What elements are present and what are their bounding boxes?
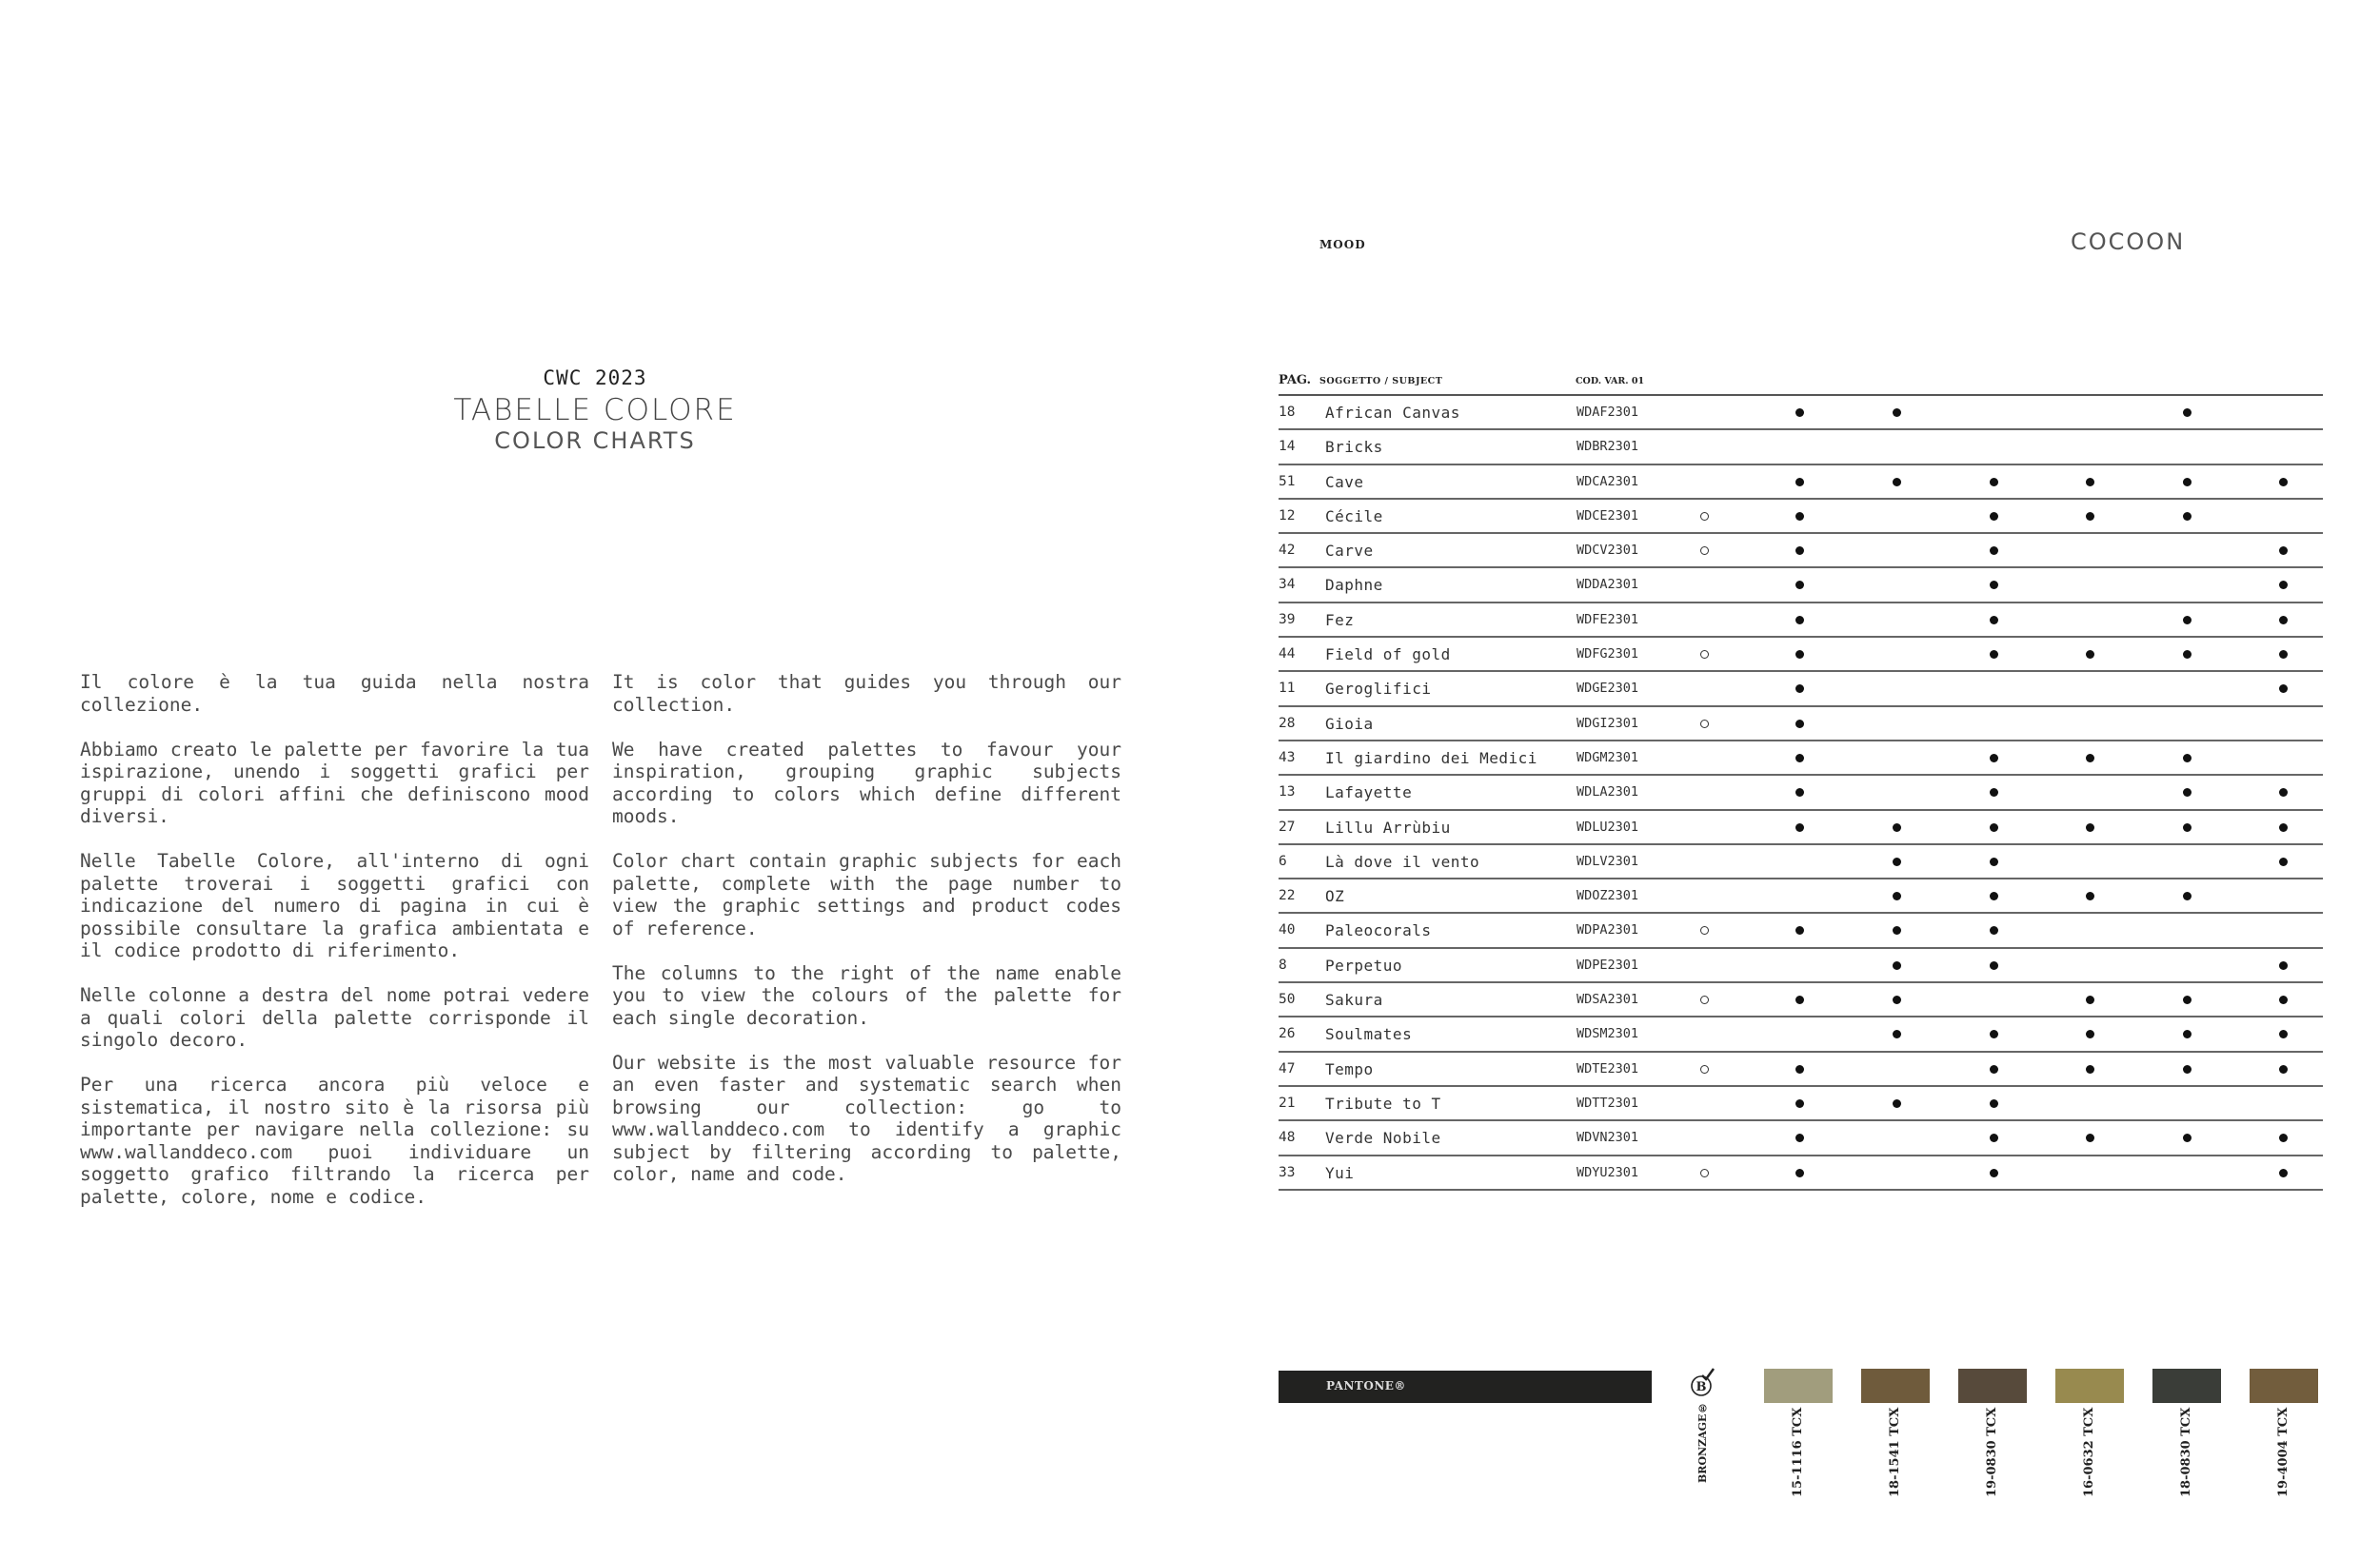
row-page: 26 [1279, 1026, 1296, 1042]
mood-label: MOOD [1319, 238, 1366, 251]
row-page: 44 [1279, 646, 1296, 662]
swatch-code-label: 15-1116 TCX [1791, 1407, 1805, 1497]
color-mark [1893, 961, 1901, 970]
header-cod: COD. VAR. 01 [1576, 376, 1645, 386]
color-mark [2279, 1169, 2288, 1177]
row-page: 27 [1279, 819, 1296, 835]
color-mark [2183, 616, 2192, 624]
color-mark [1990, 754, 1998, 762]
english-paragraph: Color chart contain graphic subjects for each palette, complete with the page number to view the graphic settings and product codes of reference. [612, 850, 1121, 939]
row-page: 11 [1279, 681, 1296, 697]
table-row [1279, 707, 2323, 741]
row-code: WDGE2301 [1577, 681, 1639, 697]
row-subject: Tribute to T [1325, 1094, 1441, 1113]
table-row [1279, 672, 2323, 706]
color-mark [1893, 996, 1901, 1004]
italian-paragraph: Nelle Tabelle Colore, all'interno di ogni palette troverai i soggetti grafici con indicazione del numero di pagina in cui è possibile consultare la grafica ambientata e il codice prodotto di riferimento. [80, 850, 589, 961]
row-subject: Geroglifici [1325, 680, 1432, 699]
color-mark [1795, 926, 1804, 935]
row-code: WDPE2301 [1577, 957, 1639, 973]
color-mark [1795, 1134, 1804, 1142]
english-paragraph: We have created palettes to favour your inspiration, grouping graphic subjects according to colors which define different moods. [612, 738, 1121, 827]
svg-text:B: B [1696, 1380, 1707, 1394]
color-mark [2086, 478, 2094, 486]
row-subject: Il giardino dei Medici [1325, 748, 1537, 767]
color-mark [2183, 996, 2192, 1004]
color-mark [2086, 1030, 2094, 1038]
bronzage-mark [1700, 1065, 1709, 1074]
row-code: WDBR2301 [1577, 439, 1639, 455]
color-mark [1795, 408, 1804, 417]
row-code: WDSA2301 [1577, 992, 1639, 1008]
row-page: 51 [1279, 473, 1296, 489]
color-mark [1795, 754, 1804, 762]
table-row [1279, 603, 2323, 638]
bronzage-mark [1700, 650, 1709, 659]
italian-paragraph: Abbiamo creato le palette per favorire la tua ispirazione, unendo i soggetti grafici per gruppi di colori affini che definiscono mood diversi. [80, 738, 589, 827]
row-page: 18 [1279, 405, 1296, 420]
swatch-code-label: 18-1541 TCX [1888, 1407, 1902, 1497]
bronzage-mark [1700, 1169, 1709, 1177]
table-row [1279, 396, 2323, 430]
title-year: CWC 2023 [543, 366, 647, 389]
row-code: WDOZ2301 [1577, 888, 1639, 904]
bronzage-icon [1691, 1368, 1716, 1398]
table-row [1279, 983, 2323, 1017]
color-mark [1990, 926, 1998, 935]
color-mark [1990, 823, 1998, 832]
row-subject: Perpetuo [1325, 956, 1403, 975]
row-code: WDCA2301 [1577, 473, 1639, 489]
color-mark [1795, 1169, 1804, 1177]
row-subject: Fez [1325, 610, 1355, 629]
bronzage-mark [1700, 546, 1709, 555]
row-page: 47 [1279, 1060, 1296, 1077]
mood-name: COCOON [2071, 228, 2186, 255]
color-mark [1795, 996, 1804, 1004]
row-code: WDGI2301 [1577, 715, 1639, 731]
swatch-code-label: 16-0632 TCX [2082, 1407, 2096, 1497]
table-row [1279, 776, 2323, 810]
row-subject: Field of gold [1325, 645, 1451, 664]
color-mark [2279, 684, 2288, 693]
row-subject: OZ [1325, 887, 1345, 906]
row-page: 21 [1279, 1095, 1296, 1111]
color-mark [2183, 788, 2192, 797]
color-mark [2183, 650, 2192, 659]
color-mark [1990, 858, 1998, 866]
row-subject: Lillu Arrùbiu [1325, 818, 1451, 837]
color-mark [1893, 1030, 1901, 1038]
color-swatch [2055, 1369, 2124, 1403]
color-mark [1795, 616, 1804, 624]
color-mark [2183, 1030, 2192, 1038]
color-mark [2086, 1134, 2094, 1142]
pantone-bar [1279, 1371, 1652, 1403]
row-code: WDLV2301 [1577, 853, 1639, 869]
bronzage-mark [1700, 512, 1709, 521]
row-code: WDSM2301 [1577, 1026, 1639, 1042]
row-page: 40 [1279, 922, 1296, 938]
color-mark [1893, 858, 1901, 866]
color-mark [1990, 788, 1998, 797]
color-swatch [2250, 1369, 2318, 1403]
color-mark [2183, 823, 2192, 832]
row-page: 33 [1279, 1164, 1296, 1180]
color-mark [2279, 616, 2288, 624]
table-row [1279, 1087, 2323, 1121]
row-code: WDTT2301 [1577, 1095, 1639, 1111]
color-mark [1990, 892, 1998, 900]
color-mark [1893, 926, 1901, 935]
row-subject: Daphne [1325, 576, 1383, 595]
color-mark [1990, 1065, 1998, 1074]
color-mark [2279, 478, 2288, 486]
row-code: WDLA2301 [1577, 784, 1639, 800]
row-subject: Gioia [1325, 714, 1374, 733]
row-subject: Bricks [1325, 438, 1383, 457]
color-mark [2183, 1065, 2192, 1074]
color-mark [1795, 581, 1804, 589]
color-swatch [1958, 1369, 2027, 1403]
row-subject: Paleocorals [1325, 921, 1432, 940]
color-mark [1990, 1169, 1998, 1177]
color-mark [1990, 512, 1998, 521]
color-mark [2086, 512, 2094, 521]
color-mark [2086, 892, 2094, 900]
table-row [1279, 1053, 2323, 1087]
color-mark [2183, 512, 2192, 521]
table-row [1279, 914, 2323, 948]
row-code: WDCV2301 [1577, 543, 1639, 559]
row-subject: Carve [1325, 542, 1374, 561]
row-code: WDGM2301 [1577, 749, 1639, 765]
english-paragraph: It is color that guides you through our collection. [612, 671, 1121, 716]
row-page: 48 [1279, 1130, 1296, 1146]
row-page: 8 [1279, 957, 1287, 973]
table-body [1279, 396, 2323, 1191]
color-swatch [2152, 1369, 2221, 1403]
color-mark [2086, 996, 2094, 1004]
color-mark [1795, 720, 1804, 728]
swatch-code-label: 19-4004 TCX [2276, 1407, 2291, 1497]
row-subject: Tempo [1325, 1059, 1374, 1078]
color-mark [2279, 1030, 2288, 1038]
color-mark [1795, 1065, 1804, 1074]
row-subject: Soulmates [1325, 1025, 1413, 1044]
table-row [1279, 638, 2323, 672]
row-page: 42 [1279, 543, 1296, 559]
table-row [1279, 500, 2323, 534]
table-row [1279, 1017, 2323, 1052]
table-row [1279, 879, 2323, 914]
table-row [1279, 534, 2323, 568]
table-row [1279, 845, 2323, 879]
color-mark [2086, 1065, 2094, 1074]
row-page: 50 [1279, 992, 1296, 1008]
row-code: WDFG2301 [1577, 646, 1639, 662]
color-mark [2279, 858, 2288, 866]
table-row [1279, 741, 2323, 776]
color-mark [1990, 1134, 1998, 1142]
pantone-label: PANTONE® [1326, 1379, 1406, 1393]
color-mark [1990, 1099, 1998, 1108]
color-mark [1990, 616, 1998, 624]
row-code: WDYU2301 [1577, 1164, 1639, 1180]
english-paragraph: The columns to the right of the name enable you to view the colours of the palette for each single decoration. [612, 961, 1121, 1029]
color-mark [2183, 408, 2192, 417]
color-mark [2279, 788, 2288, 797]
row-subject: Verde Nobile [1325, 1129, 1441, 1148]
swatch-code-label: 19-0830 TCX [1985, 1407, 1999, 1497]
table-row [1279, 430, 2323, 464]
row-subject: Cave [1325, 472, 1364, 491]
color-mark [1795, 1099, 1804, 1108]
table-row [1279, 1121, 2323, 1156]
color-mark [2279, 823, 2288, 832]
color-mark [1990, 478, 1998, 486]
header-subject: SOGGETTO / SUBJECT [1319, 376, 1443, 386]
title-sub: COLOR CHARTS [494, 427, 696, 454]
color-mark [1990, 961, 1998, 970]
color-mark [1990, 650, 1998, 659]
color-mark [2279, 961, 2288, 970]
row-code: WDCE2301 [1577, 507, 1639, 524]
bronzage-label: BRONZAGE® [1696, 1401, 1709, 1483]
row-page: 12 [1279, 507, 1296, 524]
color-mark [2086, 823, 2094, 832]
row-page: 43 [1279, 749, 1296, 765]
color-mark [1893, 892, 1901, 900]
row-code: WDAF2301 [1577, 405, 1639, 420]
row-page: 34 [1279, 577, 1296, 593]
color-mark [1795, 650, 1804, 659]
header-pag: PAG. [1279, 373, 1312, 387]
color-mark [2086, 754, 2094, 762]
color-swatch [1861, 1369, 1930, 1403]
row-code: WDLU2301 [1577, 819, 1639, 835]
bronzage-mark [1700, 926, 1709, 935]
color-mark [1990, 581, 1998, 589]
italian-text-column [80, 671, 589, 1231]
english-paragraph: Our website is the most valuable resource for an even faster and systematic search when browsing our collection: go to www.wallanddeco.com to identify a graphic subject by filtering according to palette, color, name and code. [612, 1051, 1121, 1185]
english-text-column [612, 671, 1121, 1208]
color-mark [1795, 478, 1804, 486]
row-page: 22 [1279, 888, 1296, 904]
table-row [1279, 568, 2323, 603]
table-row [1279, 465, 2323, 500]
row-subject: Là dove il vento [1325, 852, 1480, 871]
row-page: 14 [1279, 439, 1296, 455]
color-mark [1990, 546, 1998, 555]
swatch-code-label: 18-0830 TCX [2179, 1407, 2193, 1497]
color-mark [1795, 684, 1804, 693]
italian-paragraph: Per una ricerca ancora più veloce e sistematica, il nostro sito è la risorsa più importante per navigare nella collezione: su www.wallanddeco.com puoi individuare un soggetto grafico filtrando la ricerca per palette, colore, nome e codice. [80, 1074, 589, 1208]
row-page: 39 [1279, 611, 1296, 627]
color-mark [1795, 788, 1804, 797]
color-mark [1893, 408, 1901, 417]
row-code: WDDA2301 [1577, 577, 1639, 593]
title-main: TABELLE COLORE [453, 393, 737, 427]
row-page: 6 [1279, 853, 1287, 869]
row-subject: Cécile [1325, 506, 1383, 525]
table-row [1279, 811, 2323, 845]
color-mark [2183, 1134, 2192, 1142]
row-page: 28 [1279, 715, 1296, 731]
bronzage-mark [1700, 996, 1709, 1004]
row-code: WDTE2301 [1577, 1060, 1639, 1077]
row-code: WDFE2301 [1577, 611, 1639, 627]
color-mark [1893, 478, 1901, 486]
color-mark [1893, 1099, 1901, 1108]
color-mark [1795, 546, 1804, 555]
table-header [1279, 369, 2323, 396]
color-mark [2183, 892, 2192, 900]
title-block [286, 366, 904, 454]
bronzage-mark [1700, 720, 1709, 728]
color-mark [2279, 546, 2288, 555]
color-mark [2086, 650, 2094, 659]
color-mark [1990, 1030, 1998, 1038]
color-mark [2279, 1134, 2288, 1142]
row-subject: Yui [1325, 1163, 1355, 1182]
color-chart-table [1279, 369, 2323, 1191]
italian-paragraph: Il colore è la tua guida nella nostra collezione. [80, 671, 589, 716]
italian-paragraph: Nelle colonne a destra del nome potrai vedere a quali colori della palette corrisponde il singolo decoro. [80, 984, 589, 1051]
row-subject: Sakura [1325, 991, 1383, 1010]
color-mark [2279, 1065, 2288, 1074]
color-mark [2279, 581, 2288, 589]
color-mark [1795, 823, 1804, 832]
color-swatch [1764, 1369, 1833, 1403]
color-mark [1893, 823, 1901, 832]
color-mark [2183, 754, 2192, 762]
row-code: WDVN2301 [1577, 1130, 1639, 1146]
color-mark [2279, 996, 2288, 1004]
color-mark [1795, 512, 1804, 521]
row-subject: Lafayette [1325, 783, 1413, 802]
table-row [1279, 949, 2323, 983]
row-page: 13 [1279, 784, 1296, 800]
row-subject: African Canvas [1325, 404, 1460, 422]
color-mark [2279, 650, 2288, 659]
table-row [1279, 1156, 2323, 1191]
color-mark [2183, 478, 2192, 486]
row-code: WDPA2301 [1577, 922, 1639, 938]
